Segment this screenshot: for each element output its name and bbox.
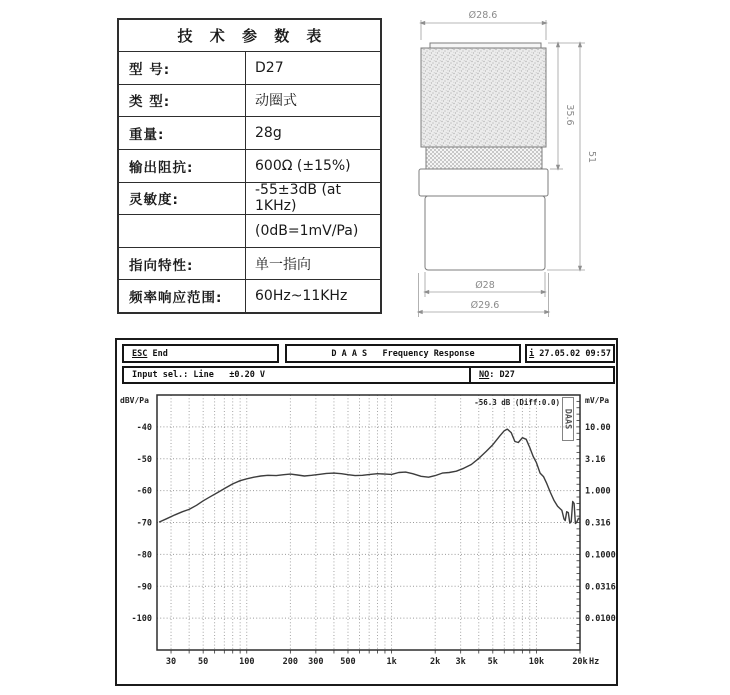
svg-text:100: 100 (239, 657, 255, 667)
spec-value-type: 动圈式 (255, 93, 297, 110)
response-curve (160, 429, 580, 523)
svg-text:-70: -70 (136, 518, 152, 529)
svg-text:-80: -80 (136, 550, 152, 561)
svg-text:300: 300 (308, 657, 324, 667)
table-row (119, 248, 380, 281)
info-icon: i (529, 348, 535, 359)
svg-text:0.0100: 0.0100 (585, 614, 616, 625)
spec-value-impedance: 600Ω (±15%) (255, 157, 351, 174)
no-label: NO (479, 370, 490, 380)
right-unit-label: mV/Pa (585, 396, 610, 405)
daas-analyzer-panel (115, 338, 618, 686)
input-select-label: Input sel.: Line ±0.20 V (132, 370, 266, 380)
axis-ticks (171, 401, 580, 653)
collar-flange (419, 169, 548, 196)
left-unit-label: dBV/Pa (120, 396, 149, 405)
svg-text:500: 500 (340, 657, 356, 667)
svg-text:-50: -50 (136, 454, 152, 465)
spec-value-frequency-range: 60Hz~11KHz (255, 288, 348, 305)
svg-text:3.16: 3.16 (585, 454, 606, 465)
svg-text:10k: 10k (528, 657, 545, 667)
knurled-ring (426, 147, 542, 169)
table-row (119, 85, 380, 118)
table-row (119, 150, 380, 183)
svg-text:Hz: Hz (589, 657, 600, 667)
spec-label-polar-pattern: 指向特性: (119, 248, 246, 280)
esc-key-label: ESC (132, 348, 148, 359)
svg-text:0.316: 0.316 (585, 518, 611, 529)
svg-text:-60: -60 (136, 486, 152, 497)
spec-label-model: 型 号: (119, 52, 246, 84)
svg-text:0.1000: 0.1000 (585, 550, 616, 561)
table-row (119, 52, 380, 85)
table-row (119, 183, 380, 216)
svg-text:5k: 5k (487, 657, 498, 667)
svg-text:0.0316: 0.0316 (585, 582, 616, 593)
spec-table-title: 技 术 参 数 表 (119, 20, 380, 52)
spec-table (117, 18, 382, 314)
gridlines (157, 395, 580, 650)
svg-text:-100: -100 (131, 614, 152, 625)
svg-text:20k: 20k (572, 657, 588, 667)
no-value: : D27 (489, 370, 515, 380)
svg-text:10.00: 10.00 (585, 422, 611, 433)
spec-value-polar-pattern: 单一指向 (255, 256, 311, 273)
svg-text:-40: -40 (136, 422, 152, 433)
foam-grille (421, 48, 546, 147)
svg-text:30: 30 (165, 657, 177, 667)
dim-top-diameter-label: Ø28.6 (468, 10, 498, 21)
dim-upper-height-label: 35.6 (564, 104, 575, 126)
spec-value-model: D27 (255, 59, 284, 76)
dim-body-diameter-label: Ø28 (475, 280, 495, 291)
table-row (119, 280, 380, 312)
dim-total-height-label: 51 (586, 150, 597, 164)
frequency-axis-labels (166, 657, 599, 667)
analyzer-title-bar (285, 344, 521, 363)
table-row (119, 215, 380, 248)
end-label: End (147, 348, 168, 359)
spec-value-sensitivity-ref: (0dB=1mV/Pa) (255, 222, 359, 239)
svg-text:3k: 3k (455, 657, 466, 667)
spec-label-impedance: 输出阻抗: (119, 150, 246, 182)
spec-label-sensitivity: 灵敏度: (119, 183, 246, 215)
frequency-response-plot (117, 388, 620, 688)
spec-label-blank (119, 215, 246, 247)
model-number-box (469, 366, 615, 384)
svg-text:200: 200 (282, 657, 299, 667)
esc-end-button[interactable] (122, 344, 279, 363)
table-row (119, 117, 380, 150)
svg-text:1k: 1k (386, 657, 397, 667)
spec-value-weight: 28g (255, 125, 282, 142)
dim-collar-diameter-label: Ø29.6 (470, 300, 500, 311)
svg-text:1.000: 1.000 (585, 486, 611, 497)
spec-label-frequency-range: 频率响应范围: (119, 280, 246, 312)
grille-top-lip (430, 43, 541, 48)
spec-label-weight: 重量: (119, 117, 246, 149)
svg-text:50: 50 (198, 657, 209, 667)
datetime-label: 27.05.02 09:57 (534, 348, 611, 359)
input-select-status (122, 366, 472, 384)
svg-text:2k: 2k (430, 657, 441, 667)
spec-value-sensitivity: -55±3dB (at 1KHz) (255, 182, 341, 215)
analyzer-title: D A A S Frequency Response (331, 348, 475, 359)
datetime-box (525, 344, 615, 363)
microphone-capsule-drawing (405, 0, 605, 330)
right-axis-labels (585, 423, 616, 624)
cursor-readout: -56.3 dB (Diff:0.0) (474, 398, 560, 407)
capsule-body (425, 196, 545, 270)
spec-label-type: 类 型: (119, 85, 246, 117)
svg-text:-90: -90 (136, 582, 152, 593)
daas-watermark: DAAS (562, 408, 573, 430)
left-axis-labels (132, 423, 152, 624)
